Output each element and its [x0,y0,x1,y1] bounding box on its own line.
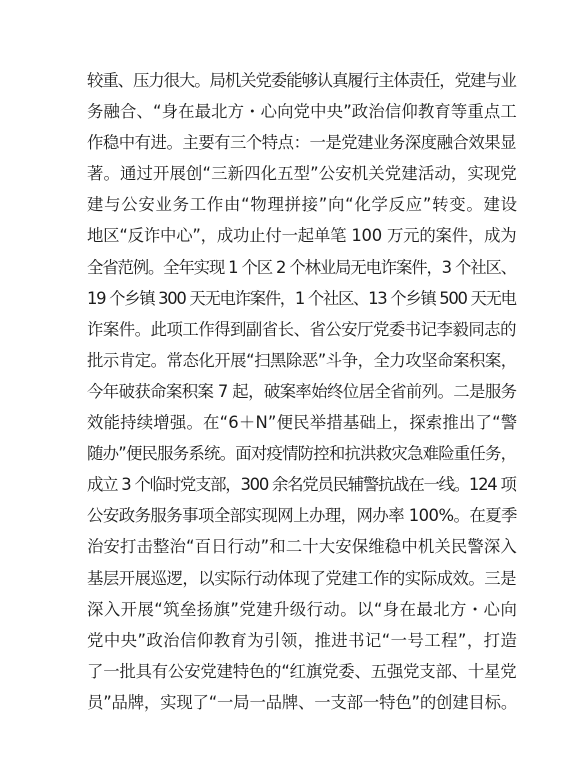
text-line: 基层开展巡逻，以实际行动体现了党建工作的实际成效。三是 [87,568,517,588]
text-line: 较重、压力很大。局机关党委能够认真履行主体责任，党建与业 [87,71,516,90]
text-line: 成立 3 个临时党支部，300 余名党员民辅警抗战在一线。124 项 [87,475,516,495]
text-line: 随办”便民服务系统。面对疫情防控和抗洪救灾急难险重任务， [87,444,517,464]
text-line: 务融合、“身在最北方・心向党中央”政治信仰教育等重点工 [87,102,517,122]
text-line: 作稳中有进。主要有三个特点：一是党建业务深度融合效果显 [87,133,517,153]
text-line: 全省范例。全年实现 1 个区 2 个林业局无电诈案件，3 个社区、 [87,257,516,277]
text-line: 诈案件。此项工作得到副省长、省公安厅党委书记李毅同志的 [87,319,517,339]
text-line: 效能持续增强。在“6＋N”便民举措基础上，探索推出了“警 [87,413,518,433]
body-paragraph [87,65,517,718]
text-line: 批示肯定。常态化开展“扫黑除恶”斗争，全力攻坚命案积案， [87,350,517,370]
text-line: 员”品牌，实现了“一局一品牌、一支部一特色”的创建目标。 [87,692,518,712]
text-line: 地区“反诈中心”，成功止付一起单笔 100 万元的案件，成为 [87,226,517,246]
text-line: 建与公安业务工作由“物理拼接”向“化学反应”转变。建设 [87,195,518,215]
text-line: 深入开展“筑垒扬旗”党建升级行动。以“身在最北方・心向 [87,599,518,619]
text-line: 公安政务服务事项全部实现网上办理，网办率 100%。在夏季 [87,506,517,526]
text-line: 了一批具有公安党建特色的“红旗党委、五强党支部、十星党 [87,661,517,681]
text-line: 今年破获命案积案 7 起，破案率始终位居全省前列。二是服务 [87,381,517,401]
text-line: 党中央”政治信仰教育为引领，推进书记“一号工程”，打造 [87,630,518,650]
text-line: 著。通过开展创“三新四化五型”公安机关党建活动，实现党 [87,164,517,184]
text-line: 治安打击整治“百日行动”和二十大安保维稳中机关民警深入 [87,537,517,557]
text-line: 19 个乡镇 300 天无电诈案件，1 个社区、13 个乡镇 500 天无电 [87,288,516,308]
